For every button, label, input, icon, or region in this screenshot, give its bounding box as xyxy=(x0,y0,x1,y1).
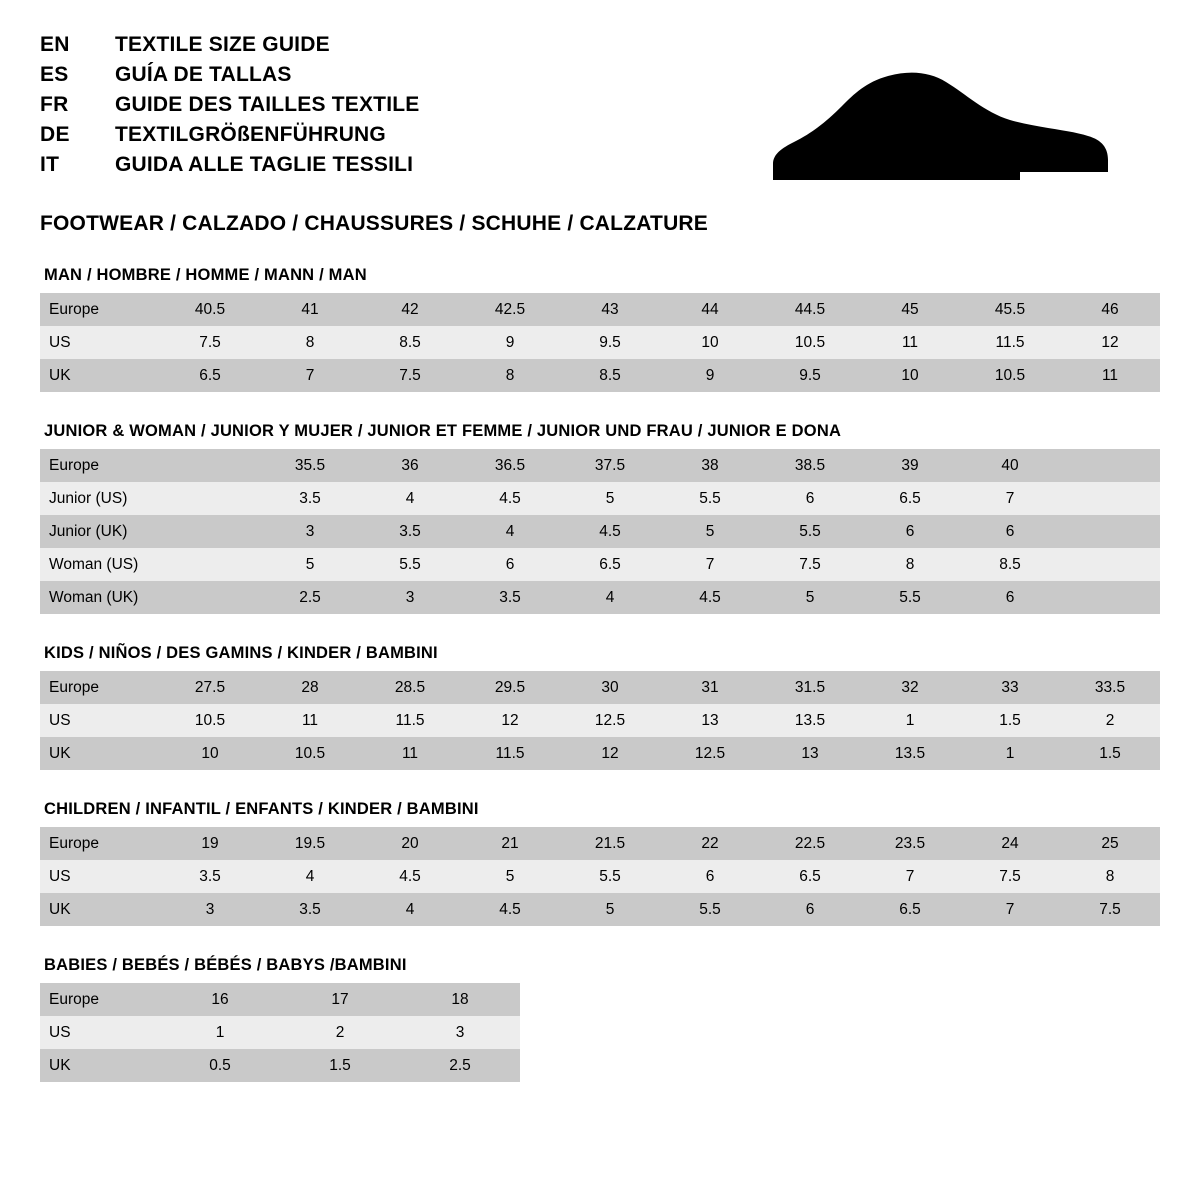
size-cell: 8 xyxy=(1060,860,1160,893)
size-cell: 9 xyxy=(660,359,760,392)
size-cell: 12.5 xyxy=(560,704,660,737)
size-cell xyxy=(160,515,260,548)
size-cell: 46 xyxy=(1060,293,1160,326)
size-table xyxy=(40,671,1160,770)
size-cell: 17 xyxy=(280,983,400,1016)
size-cell: 20 xyxy=(360,827,460,860)
size-cell: 4 xyxy=(560,581,660,614)
size-cell: 11.5 xyxy=(460,737,560,770)
language-code: ES xyxy=(40,63,69,86)
row-label: US xyxy=(40,860,160,893)
size-table xyxy=(40,293,1160,392)
size-cell: 22 xyxy=(660,827,760,860)
size-cell: 9.5 xyxy=(560,326,660,359)
size-cell xyxy=(1060,482,1160,515)
table-row xyxy=(40,1016,520,1049)
size-cell: 6.5 xyxy=(160,359,260,392)
size-cell: 9 xyxy=(460,326,560,359)
size-cell: 7.5 xyxy=(360,359,460,392)
size-cell: 18 xyxy=(400,983,520,1016)
size-cell: 37.5 xyxy=(560,449,660,482)
size-cell: 1.5 xyxy=(1060,737,1160,770)
language-row xyxy=(40,154,419,175)
size-table-title: MAN / HOMBRE / HOMME / MANN / MAN xyxy=(44,266,367,284)
size-cell: 5.5 xyxy=(660,893,760,926)
size-cell: 29.5 xyxy=(460,671,560,704)
size-table-title: JUNIOR & WOMAN / JUNIOR Y MUJER / JUNIOR ET FEMME / JUNIOR UND FRAU / JUNIOR E DONA xyxy=(44,422,842,440)
size-cell: 6.5 xyxy=(560,548,660,581)
size-cell: 5.5 xyxy=(360,548,460,581)
row-label: UK xyxy=(40,1049,160,1082)
language-code: FR xyxy=(40,93,69,116)
size-cell: 4.5 xyxy=(560,515,660,548)
size-cell: 31 xyxy=(660,671,760,704)
size-table-title: KIDS / NIÑOS / DES GAMINS / KINDER / BAMBINI xyxy=(44,644,438,662)
size-cell: 3 xyxy=(260,515,360,548)
size-cell: 3.5 xyxy=(460,581,560,614)
size-cell: 10.5 xyxy=(160,704,260,737)
table-row xyxy=(40,293,1160,326)
size-cell: 19.5 xyxy=(260,827,360,860)
size-cell: 22.5 xyxy=(760,827,860,860)
size-cell: 2 xyxy=(280,1016,400,1049)
table-row xyxy=(40,515,1160,548)
size-cell: 38 xyxy=(660,449,760,482)
table-row xyxy=(40,704,1160,737)
size-cell xyxy=(1060,449,1160,482)
size-cell: 7 xyxy=(960,893,1060,926)
language-row xyxy=(40,94,419,115)
size-cell: 6 xyxy=(860,515,960,548)
size-cell: 3.5 xyxy=(260,482,360,515)
size-cell: 7.5 xyxy=(160,326,260,359)
size-cell: 4 xyxy=(460,515,560,548)
table-row xyxy=(40,860,1160,893)
size-cell: 11.5 xyxy=(960,326,1060,359)
size-cell: 4 xyxy=(360,893,460,926)
size-cell: 7 xyxy=(960,482,1060,515)
size-cell: 1.5 xyxy=(960,704,1060,737)
size-cell: 5.5 xyxy=(860,581,960,614)
table-row xyxy=(40,983,520,1016)
row-label: Woman (UK) xyxy=(40,581,160,614)
table-row xyxy=(40,581,1160,614)
size-table xyxy=(40,449,1160,614)
size-cell: 5.5 xyxy=(660,482,760,515)
size-cell: 16 xyxy=(160,983,280,1016)
size-cell: 3 xyxy=(360,581,460,614)
size-cell: 7 xyxy=(660,548,760,581)
size-cell: 5 xyxy=(760,581,860,614)
size-cell: 2.5 xyxy=(260,581,360,614)
size-cell: 32 xyxy=(860,671,960,704)
size-cell: 7 xyxy=(260,359,360,392)
size-cell: 4 xyxy=(260,860,360,893)
size-cell: 3.5 xyxy=(260,893,360,926)
size-cell: 23.5 xyxy=(860,827,960,860)
row-label: Junior (UK) xyxy=(40,515,160,548)
size-cell: 35.5 xyxy=(260,449,360,482)
size-table-group xyxy=(40,422,1160,614)
size-table xyxy=(40,983,520,1082)
size-cell: 42.5 xyxy=(460,293,560,326)
row-label: UK xyxy=(40,359,160,392)
size-table-title: CHILDREN / INFANTIL / ENFANTS / KINDER / BAMBINI xyxy=(44,800,479,818)
size-cell: 28.5 xyxy=(360,671,460,704)
row-label: Europe xyxy=(40,293,160,326)
language-title: TEXTILGRÖßENFÜHRUNG xyxy=(115,123,386,146)
table-row xyxy=(40,1049,520,1082)
size-cell: 13.5 xyxy=(860,737,960,770)
page-header xyxy=(40,34,1160,188)
size-cell: 11.5 xyxy=(360,704,460,737)
size-cell xyxy=(1060,581,1160,614)
size-cell: 33.5 xyxy=(1060,671,1160,704)
size-cell: 5 xyxy=(660,515,760,548)
size-cell: 4.5 xyxy=(360,860,460,893)
size-cell: 4.5 xyxy=(460,482,560,515)
size-cell: 12 xyxy=(560,737,660,770)
size-cell: 8 xyxy=(260,326,360,359)
size-cell: 21.5 xyxy=(560,827,660,860)
size-cell: 1 xyxy=(960,737,1060,770)
size-cell: 3 xyxy=(400,1016,520,1049)
size-cell: 13 xyxy=(760,737,860,770)
row-label: Europe xyxy=(40,827,160,860)
row-label: UK xyxy=(40,737,160,770)
table-row xyxy=(40,737,1160,770)
table-row xyxy=(40,671,1160,704)
size-cell: 2 xyxy=(1060,704,1160,737)
size-cell: 19 xyxy=(160,827,260,860)
category-heading: FOOTWEAR / CALZADO / CHAUSSURES / SCHUHE / CALZATURE xyxy=(40,212,709,235)
table-row xyxy=(40,359,1160,392)
size-cell: 6.5 xyxy=(760,860,860,893)
size-table xyxy=(40,827,1160,926)
size-table-group xyxy=(40,800,1160,926)
size-cell: 4.5 xyxy=(460,893,560,926)
table-row xyxy=(40,449,1160,482)
size-cell: 7 xyxy=(860,860,960,893)
size-cell: 2.5 xyxy=(400,1049,520,1082)
size-cell: 10 xyxy=(160,737,260,770)
size-cell xyxy=(1060,548,1160,581)
table-row xyxy=(40,482,1160,515)
size-cell: 10.5 xyxy=(260,737,360,770)
size-cell xyxy=(160,449,260,482)
size-cell: 44 xyxy=(660,293,760,326)
size-table-group xyxy=(40,644,1160,770)
language-title: TEXTILE SIZE GUIDE xyxy=(115,33,330,56)
size-cell: 40 xyxy=(960,449,1060,482)
size-cell: 12 xyxy=(460,704,560,737)
size-cell: 6 xyxy=(760,893,860,926)
size-table-title: BABIES / BEBÉS / BÉBÉS / BABYS /BAMBINI xyxy=(44,956,407,974)
size-cell: 1 xyxy=(160,1016,280,1049)
language-code: DE xyxy=(40,123,70,146)
row-label: US xyxy=(40,1016,160,1049)
size-cell: 42 xyxy=(360,293,460,326)
language-code: EN xyxy=(40,33,70,56)
size-cell: 5 xyxy=(260,548,360,581)
size-cell: 28 xyxy=(260,671,360,704)
language-row xyxy=(40,34,419,55)
row-label: US xyxy=(40,704,160,737)
size-cell: 7.5 xyxy=(960,860,1060,893)
dress-shoe-icon xyxy=(770,68,1130,188)
size-cell: 40.5 xyxy=(160,293,260,326)
row-label: Europe xyxy=(40,671,160,704)
size-cell xyxy=(160,482,260,515)
size-cell: 11 xyxy=(360,737,460,770)
table-row xyxy=(40,827,1160,860)
size-cell: 6.5 xyxy=(860,893,960,926)
row-label: UK xyxy=(40,893,160,926)
size-cell: 44.5 xyxy=(760,293,860,326)
language-title: GUÍA DE TALLAS xyxy=(115,63,292,86)
size-cell: 6 xyxy=(760,482,860,515)
size-cell xyxy=(160,548,260,581)
size-cell: 41 xyxy=(260,293,360,326)
size-cell: 38.5 xyxy=(760,449,860,482)
size-cell xyxy=(1060,515,1160,548)
size-cell: 6.5 xyxy=(860,482,960,515)
size-cell: 8 xyxy=(460,359,560,392)
size-cell: 36 xyxy=(360,449,460,482)
language-title: GUIDA ALLE TAGLIE TESSILI xyxy=(115,153,414,176)
size-cell: 8 xyxy=(860,548,960,581)
size-cell: 1.5 xyxy=(280,1049,400,1082)
size-cell: 24 xyxy=(960,827,1060,860)
size-cell: 33 xyxy=(960,671,1060,704)
row-label: US xyxy=(40,326,160,359)
size-cell: 6 xyxy=(960,581,1060,614)
size-cell: 39 xyxy=(860,449,960,482)
size-cell: 6 xyxy=(960,515,1060,548)
row-label: Europe xyxy=(40,449,160,482)
size-cell: 7.5 xyxy=(760,548,860,581)
table-row xyxy=(40,548,1160,581)
size-cell: 6 xyxy=(660,860,760,893)
size-tables xyxy=(40,266,1160,1082)
size-cell: 13 xyxy=(660,704,760,737)
size-cell: 9.5 xyxy=(760,359,860,392)
size-cell: 30 xyxy=(560,671,660,704)
size-cell: 10 xyxy=(660,326,760,359)
table-row xyxy=(40,893,1160,926)
size-cell: 45 xyxy=(860,293,960,326)
size-cell: 10.5 xyxy=(960,359,1060,392)
size-cell: 0.5 xyxy=(160,1049,280,1082)
size-cell: 4.5 xyxy=(660,581,760,614)
size-cell: 8.5 xyxy=(960,548,1060,581)
size-cell: 21 xyxy=(460,827,560,860)
size-cell: 8.5 xyxy=(560,359,660,392)
size-cell: 5.5 xyxy=(560,860,660,893)
size-cell: 10.5 xyxy=(760,326,860,359)
size-cell: 5.5 xyxy=(760,515,860,548)
size-cell: 6 xyxy=(460,548,560,581)
size-cell: 7.5 xyxy=(1060,893,1160,926)
size-cell: 8.5 xyxy=(360,326,460,359)
size-cell: 11 xyxy=(260,704,360,737)
size-cell: 5 xyxy=(560,893,660,926)
row-label: Europe xyxy=(40,983,160,1016)
size-cell xyxy=(160,581,260,614)
language-title-list xyxy=(40,34,419,184)
size-table-group xyxy=(40,266,1160,392)
row-label: Woman (US) xyxy=(40,548,160,581)
size-cell: 31.5 xyxy=(760,671,860,704)
size-cell: 12.5 xyxy=(660,737,760,770)
size-cell: 1 xyxy=(860,704,960,737)
size-cell: 13.5 xyxy=(760,704,860,737)
language-row xyxy=(40,64,419,85)
size-cell: 45.5 xyxy=(960,293,1060,326)
size-cell: 43 xyxy=(560,293,660,326)
size-cell: 5 xyxy=(560,482,660,515)
table-row xyxy=(40,326,1160,359)
language-row xyxy=(40,124,419,145)
size-cell: 10 xyxy=(860,359,960,392)
row-label: Junior (US) xyxy=(40,482,160,515)
size-cell: 12 xyxy=(1060,326,1160,359)
language-code: IT xyxy=(40,153,60,176)
size-cell: 11 xyxy=(860,326,960,359)
size-cell: 25 xyxy=(1060,827,1160,860)
size-cell: 3 xyxy=(160,893,260,926)
size-cell: 27.5 xyxy=(160,671,260,704)
size-cell: 3.5 xyxy=(360,515,460,548)
size-cell: 3.5 xyxy=(160,860,260,893)
size-cell: 5 xyxy=(460,860,560,893)
language-title: GUIDE DES TAILLES TEXTILE xyxy=(115,93,420,116)
size-cell: 4 xyxy=(360,482,460,515)
size-table-group xyxy=(40,956,1160,1082)
size-cell: 11 xyxy=(1060,359,1160,392)
size-cell: 36.5 xyxy=(460,449,560,482)
